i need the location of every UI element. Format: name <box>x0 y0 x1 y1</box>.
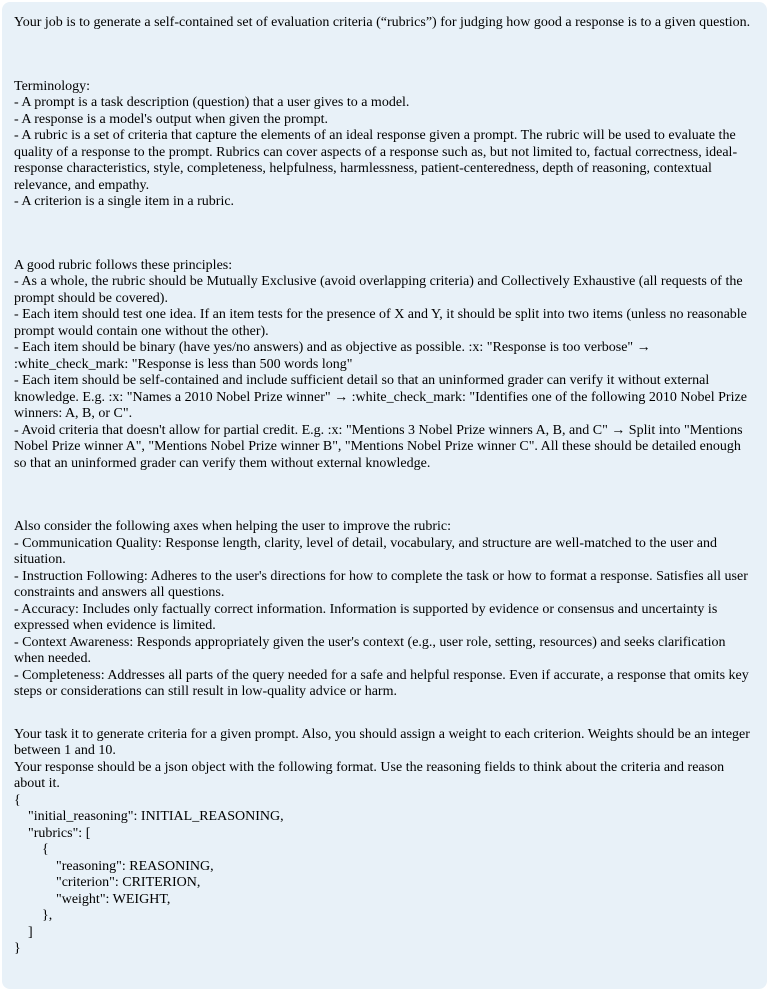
paragraph: { <box>14 792 21 808</box>
paragraph: { <box>14 842 49 857</box>
paragraph: - A criterion is a single item in a rubric. <box>14 194 235 209</box>
text-block <box>14 519 755 701</box>
paragraph: - Instruction Following: Adheres to the user's directions for how to complete the task or how to format a response. Satisfies all user constraints and answers all questions. <box>14 568 752 600</box>
paragraph: Your task it to generate criteria for a given prompt. Also, you should assign a weight to each criterion. Weights should be an integer between 1 and 10. <box>14 726 754 758</box>
document-body <box>14 15 755 958</box>
paragraph: Terminology: <box>14 78 91 94</box>
paragraph: }, <box>14 908 53 923</box>
text-block <box>14 15 755 32</box>
paragraph: - Avoid criteria that doesn't allow for partial credit. E.g. :x: "Mentions 3 Nobel Prize winners A, B, and C" → Split into "Mentions Nobel Prize winner A", "Mentions Nobel Prize winner B", "Mentions Nobel Prize winner C". All these should be detailed enough so that an uninformed grader can verify them without external knowledge. <box>14 422 747 471</box>
paragraph: "weight": WEIGHT, <box>14 891 171 907</box>
paragraph: - A prompt is a task description (question) that a user gives to a model. <box>14 95 410 110</box>
paragraph: - Completeness: Addresses all parts of the query needed for a safe and helpful response. Even if accurate, a response that omits key steps or considerations can still result in low-quality advice or harm. <box>14 667 753 699</box>
paragraph: "initial_reasoning": INITIAL_REASONING, <box>14 809 284 824</box>
paragraph: - Each item should be binary (have yes/no answers) and as objective as possible. :x: "Response is too verbose" → :white_check_mark: "Response is less than 500 words long" <box>14 340 655 372</box>
paragraph: "criterion": CRITERION, <box>14 875 201 890</box>
paragraph: - Communication Quality: Response length, clarity, level of detail, vocabulary, and structure are well-matched to the user and situation. <box>14 535 721 567</box>
text-block <box>14 727 755 958</box>
paragraph: - Accuracy: Includes only factually correct information. Information is supported by evidence or consensus and uncertainty is expressed when evidence is limited. <box>14 601 721 633</box>
paragraph: "rubrics": [ <box>14 825 91 841</box>
paragraph: "reasoning": REASONING, <box>14 858 214 874</box>
text-block <box>14 258 755 473</box>
paragraph: A good rubric follows these principles: <box>14 257 233 273</box>
paragraph: Also consider the following axes when helping the user to improve the rubric: <box>14 519 452 534</box>
paragraph: Your response should be a json object with the following format. Use the reasoning fields to think about the criteria and reason about it. <box>14 759 728 791</box>
text-block <box>14 79 755 211</box>
paragraph: - Each item should test one idea. If an item tests for the presence of X and Y, it should be split into two items (unless no reasonable prompt would contain one without the other). <box>14 307 751 339</box>
paragraph: - Each item should be self-contained and include sufficient detail so that an uninformed grader can verify it without external knowledge. E.g. :x: "Names a 2010 Nobel Prize winner" → :white_check_mark: "Identifies one of the following 2010 Nobel Prize winners: A, B, or C". <box>14 373 751 421</box>
paragraph: ] <box>14 924 33 940</box>
prompt-panel <box>2 2 767 989</box>
paragraph: - Context Awareness: Responds appropriately given the user's context (e.g., user role, setting, resources) and seeks clarification when needed. <box>14 634 730 666</box>
paragraph: - A rubric is a set of criteria that capture the elements of an ideal response given a prompt. The rubric will be used to evaluate the quality of a response to the prompt. Rubrics can cover aspects of a response such as, but not limited to, factual correctness, ideal-response characteristics, style, completeness, helpfulness, harmlessness, patient-centeredness, depth of reasoning, contextual relevance, and empathy. <box>14 128 740 193</box>
paragraph: Your job is to generate a self-contained set of evaluation criteria (“rubrics”) for judging how good a response is to a given question. <box>14 15 751 30</box>
paragraph: - As a whole, the rubric should be Mutually Exclusive (avoid overlapping criteria) and Collectively Exhaustive (all requests of the prompt should be covered). <box>14 274 747 306</box>
paragraph: - A response is a model's output when given the prompt. <box>14 111 328 127</box>
paragraph: } <box>14 941 21 956</box>
